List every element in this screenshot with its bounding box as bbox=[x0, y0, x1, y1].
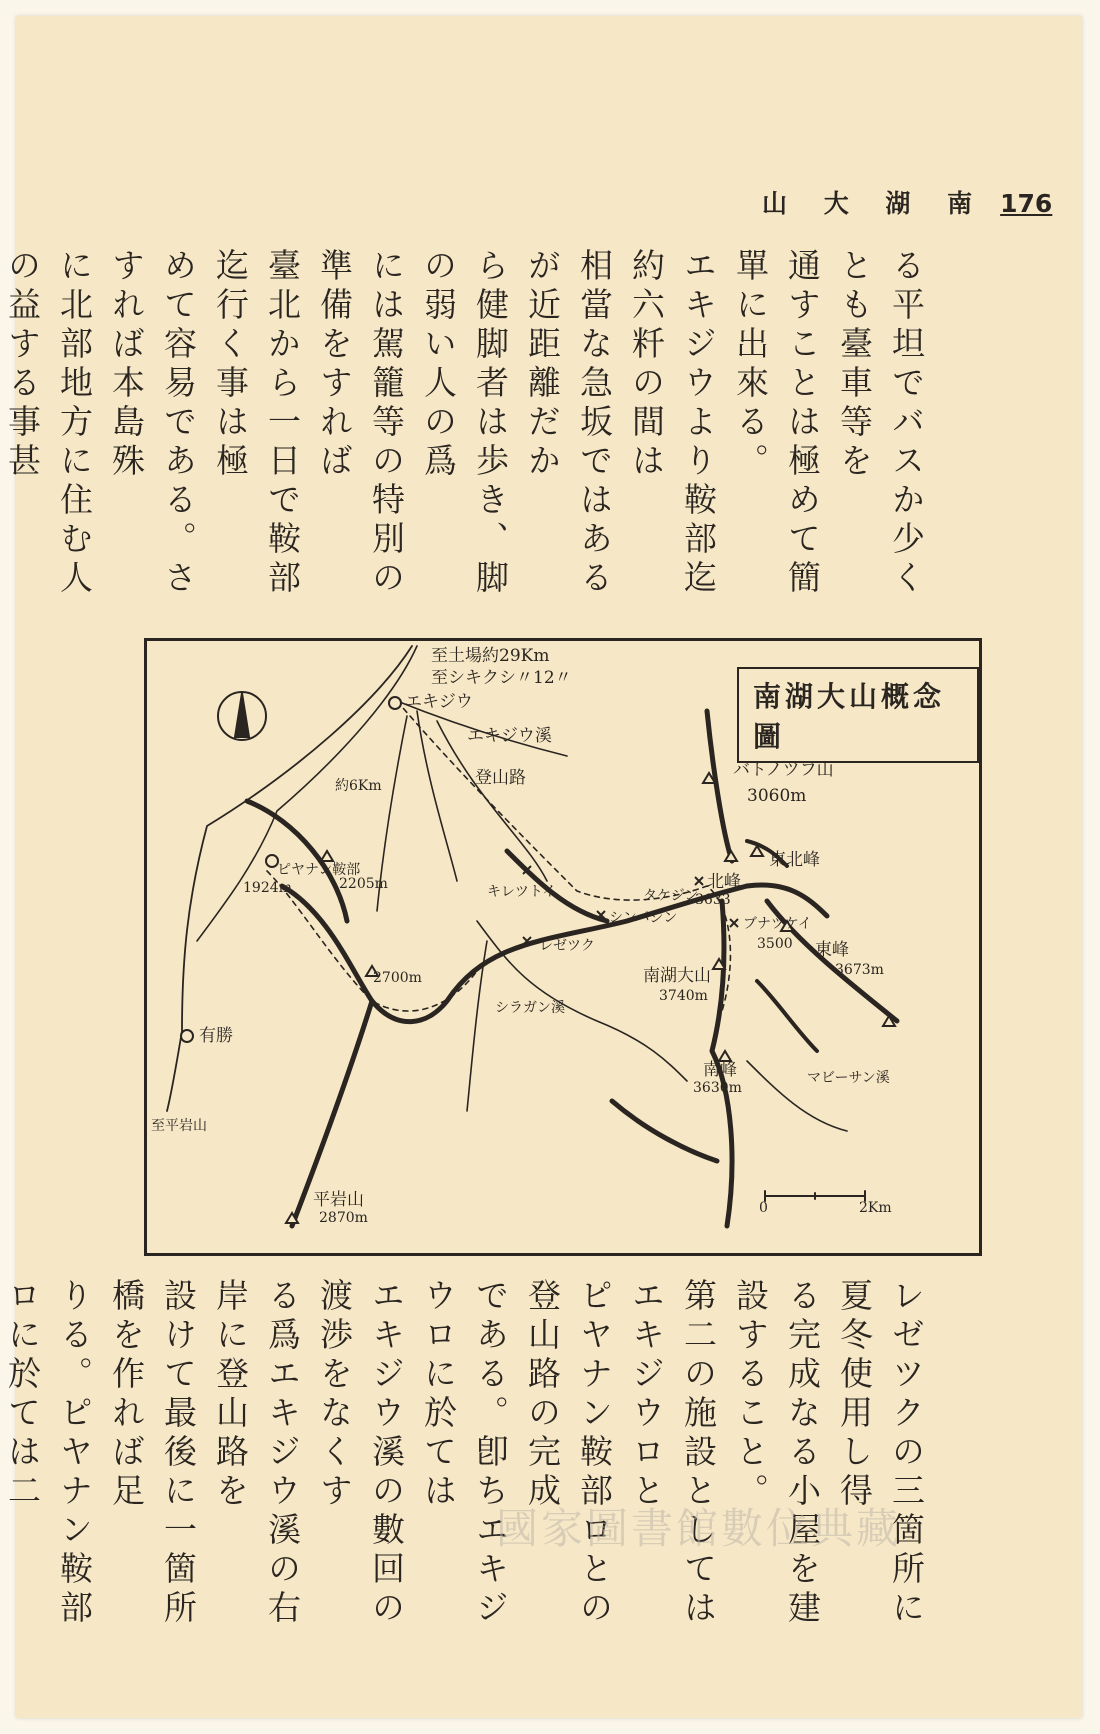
label-pyanan-anbu: ピヤナン鞍部 bbox=[277, 862, 361, 878]
label-pyanan-elev: 1924m bbox=[243, 880, 292, 896]
label-nankotaizan: 南湖大山 bbox=[643, 966, 711, 986]
north-ridge bbox=[707, 711, 732, 861]
river-1 bbox=[417, 711, 457, 881]
top-text-line: ら健脚者は歩き、脚の弱い人の爲 bbox=[419, 248, 510, 599]
label-tozanro: 登山路 bbox=[475, 768, 526, 788]
label-bunatsukei-elev: 3500 bbox=[757, 936, 793, 952]
peak-marker-kitamine bbox=[725, 851, 737, 861]
label-to-shikikushi: 至シキクシ〃12〃 bbox=[431, 668, 572, 688]
label-to-dobajo: 至土場約29Km bbox=[431, 646, 550, 666]
label-shinpajin: シンパジン bbox=[609, 910, 678, 926]
bottom-text-line: ピヤナン鞍部ロとの登山路の完成 bbox=[523, 1278, 614, 1629]
bottom-text-block bbox=[3, 1278, 932, 1658]
bottom-text-line: りる。ピヤナン鞍部ロに於ては二 bbox=[3, 1278, 94, 1629]
label-2205: 2205m bbox=[339, 876, 388, 892]
east-ridge-1 bbox=[747, 885, 827, 916]
label-bunatsukei: ブナツケイ bbox=[743, 916, 812, 932]
top-text-line: に北部地方に住む人の益する事甚 bbox=[3, 248, 94, 599]
page-header bbox=[762, 184, 1052, 220]
label-yaku6km: 約6Km bbox=[335, 778, 382, 794]
label-shiragan-kei: シラガン溪 bbox=[495, 1000, 565, 1016]
top-text-line: 通すことは極めて簡單に出來る。 bbox=[731, 248, 822, 599]
top-text-line: には駕籠等の特別の準備をすれば bbox=[315, 248, 406, 599]
label-to-heiganzan: 至平岩山 bbox=[151, 1118, 207, 1134]
label-tomine: 東峰 bbox=[815, 940, 849, 960]
bottom-text-line: である。卽ちエキジウロに於ては bbox=[419, 1278, 510, 1629]
label-takejin: タケジン bbox=[643, 888, 699, 904]
label-batonoppu: バトノツフ山 bbox=[733, 760, 834, 780]
running-title: 山 大 湖 南 bbox=[762, 189, 987, 218]
page-number: 176 bbox=[1000, 189, 1053, 218]
mark-bunatsukei bbox=[730, 919, 738, 927]
marker-ekijiu bbox=[389, 697, 401, 709]
watermark: 國家圖書館數位典藏 bbox=[496, 1504, 902, 1553]
label-kitamine: 北峰 bbox=[707, 872, 741, 892]
label-scale-2km: 2Km bbox=[859, 1200, 892, 1216]
bottom-text-line: る爲エキジウ溪の右岸に登山路を bbox=[211, 1278, 302, 1629]
west-road-2 bbox=[197, 646, 417, 941]
map-title: 南湖大山概念圖 bbox=[737, 667, 979, 763]
label-scale-0: 0 bbox=[759, 1200, 768, 1216]
bottom-text-line: る完成なる小屋を建設すること。 bbox=[731, 1278, 822, 1629]
map-figure bbox=[144, 638, 982, 1256]
top-text-line: 臺北から一日で鞍部迄行く事は極 bbox=[211, 248, 302, 599]
label-nankotaizan-elev: 3740m bbox=[659, 988, 708, 1004]
trail bbox=[397, 701, 730, 1011]
label-minamimine-elev: 3630m bbox=[693, 1080, 742, 1096]
marker-arikatsu bbox=[181, 1030, 193, 1042]
mark-kitamine bbox=[695, 877, 703, 885]
north-compass bbox=[218, 692, 266, 740]
label-rezekku: レゼツク bbox=[539, 938, 595, 954]
top-text-line: エキジウより鞍部迄約六粁の間は bbox=[627, 248, 718, 599]
label-heiganzan-elev: 2870m bbox=[319, 1210, 368, 1226]
bottom-text-line: 第二の施設としてはエキジウロと bbox=[627, 1278, 718, 1629]
top-text-block bbox=[3, 248, 932, 628]
south-spur bbox=[612, 1101, 717, 1161]
east-spur bbox=[757, 981, 817, 1051]
bottom-text-line: 設けて最後に一箇所橋を作れば足 bbox=[107, 1278, 198, 1629]
label-ekijiu-kei: エキジウ溪 bbox=[467, 726, 552, 746]
label-minamimine: 南峰 bbox=[703, 1060, 737, 1080]
peak-marker-2205 bbox=[321, 851, 333, 861]
label-heiganzan: 平岩山 bbox=[313, 1190, 364, 1210]
document-page bbox=[3, 16, 1082, 1718]
scale-bar bbox=[765, 1191, 865, 1201]
label-arikatsu: 有勝 bbox=[199, 1026, 233, 1046]
label-tohokuho: 東北峰 bbox=[769, 850, 820, 870]
top-text-line: 相當な急坂ではあるが近距離だか bbox=[523, 248, 614, 599]
bottom-text-line: レゼツクの三箇所に夏冬使用し得 bbox=[835, 1278, 926, 1629]
label-ekijiu: エキジウ bbox=[405, 692, 473, 712]
label-kirettoi: キレツトイ bbox=[487, 884, 557, 900]
label-mabisan-kei: マビーサン溪 bbox=[807, 1070, 890, 1086]
bottom-text-line: エキジウ溪の數回の渡渉をなくす bbox=[315, 1278, 406, 1629]
label-2700: 2700m bbox=[373, 970, 422, 986]
top-text-line: めて容易である。さすれば本島殊 bbox=[107, 248, 198, 599]
label-tomine-elev: 3673m bbox=[835, 962, 884, 978]
label-batonoppu-elev: 3060m bbox=[747, 786, 807, 806]
label-kitamine-elev: 3633 bbox=[695, 892, 731, 908]
top-text-line: る平坦でバスか少くとも臺車等を bbox=[835, 248, 926, 599]
